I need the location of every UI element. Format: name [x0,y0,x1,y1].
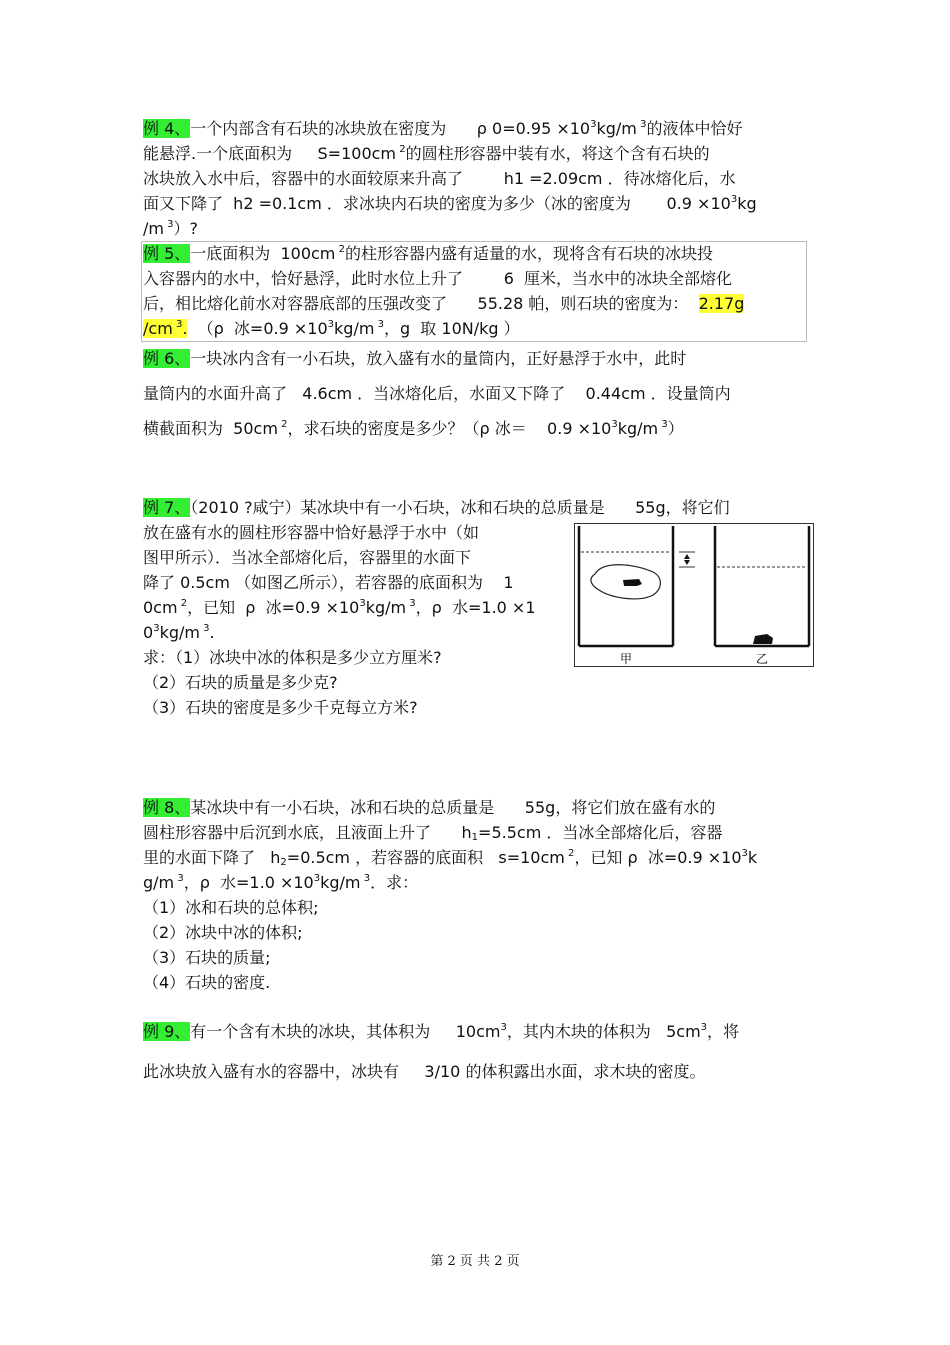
ex8-line-2: 圆柱形容器中后沉到水底，且液面上升了 $h_1=5.5cm$ ．当冰全部熔化后，容器 [143,823,723,843]
ex6-tag: 例 6、 [143,349,191,368]
ex7-tag: 例 7、 [143,498,191,517]
ex4-line-2: 能悬浮.一个底面积为 S=100cm $^2$的圆柱形容器中装有水，将这个含有石块的 [143,144,710,163]
label-b: 乙 [755,652,769,666]
ex8-question-3: （3）石块的质量; [143,948,271,967]
ex7-line-5: 0cm $^2$，已知 ρ 冰$=0.9 \times 10^3kg/m$ $^3$，ρ 水=1.0 ×1 [143,598,536,617]
ex5-line-2: 入容器内的水中，恰好悬浮，此时水位上升了 6 厘米，当水中的冰块全部熔化 [143,269,733,288]
ex7-line-6: $0^3kg/m$ $^3$. [143,623,215,642]
ex6-line-3: 横截面积为 50cm $^2$，求石块的密度是多少？（ρ 冰＝ $0.9 \times 10^3kg/m$ $^3$） [143,419,684,438]
ex5-answer-highlight: 2.17g [698,294,745,313]
stone-in-ice [623,579,642,586]
ex8-question-4: （4）石块的密度. [143,973,271,992]
ex9-line-1: 例 9、有一个含有木块的冰块，其体积为 $10cm^3$，其内木块的体积为 $5cm^3$，将 [143,1022,740,1041]
ex8-line-4: g/m $^3$，ρ 水$=1.0 \times 10^3kg/m$ $^3$．求： [143,873,419,892]
ex7-question-2: （2）石块的质量是多少克? [143,673,338,692]
ex8-line-1: 例 8、某冰块中有一小石块，冰和石块的总质量是 55g，将它们放在盛有水的 [143,798,716,817]
ex5-answer-unit: /cm $^3$. [143,319,188,338]
beaker-a [579,526,673,646]
ex6-line-2: 量筒内的水面升高了 4.6cm ．当冰熔化后，水面又下降了 0.44cm ．设量筒内 [143,384,731,403]
ex7-line-1: 例 7、（2010 ?咸宁）某冰块中有一小石块，冰和石块的总质量是 55g，将它们 [143,498,730,517]
ex7-question-1: 求：（1）冰块中冰的体积是多少立方厘米? [143,648,442,667]
ex5-line-4: /cm $^3$. （ρ 冰$=0.9 \times 10^3kg/m$ $^3$，g 取 10N/kg ） [143,319,520,338]
height-marker [679,552,695,567]
ex8-tag: 例 8、 [143,798,191,817]
page-footer: 第 2 页 共 2 页 [430,1254,520,1269]
ex5-line-1: 例 5、一底面积为 100cm $^2$的柱形容器内盛有适量的水，现将含有石块的冰块投 [143,244,713,263]
ex9-line-2: 此冰块放入盛有水的容器中，冰块有 3/10 的体积露出水面，求木块的密度。 [143,1062,706,1081]
ex4-line-5: /m $^3$）? [143,219,199,238]
ex8-line-3: 里的水面下降了 $h_2=0.5cm$ ，若容器的底面积 s=10cm $^2$，已知 ρ 冰$=0.9 \times 10^3k$ [143,848,758,868]
beaker-b [715,526,809,646]
stone-at-bottom [753,634,773,644]
ex7-line-2: 放在盛有水的圆柱形容器中恰好悬浮于水中（如 [143,523,480,542]
beakers-diagram [575,524,813,666]
ex9-tag: 例 9、 [143,1022,191,1041]
ex7-line-4: 降了 0.5cm （如图乙所示），若容器的底面积为 1 [143,573,514,592]
ex7-figure [574,523,814,667]
ex8-question-2: （2）冰块中冰的体积; [143,923,303,942]
label-a: 甲 [619,652,633,666]
ex7-line-3: 图甲所示）．当冰全部熔化后，容器里的水面下 [143,548,472,567]
ex4-line-4: 面又下降了 h2 =0.1cm ．求冰块内石块的密度为多少（冰的密度为 $0.9 \times 10^3kg$ [143,194,757,213]
ex4-line-3: 冰块放入水中后，容器中的水面较原来升高了 h1 =2.09cm ．待冰熔化后，水 [143,169,736,188]
ex7-question-3: （3）石块的密度是多少千克每立方米? [143,698,418,717]
ex4-line-1: 例 4、一个内部含有石块的冰块放在密度为 ρ $0=0.95 \times 10^3kg/m$ $^3$的液体中恰好 [143,119,743,138]
ex8-question-1: （1）冰和石块的总体积; [143,898,319,917]
ex4-tag: 例 4、 [143,119,191,138]
ex6-line-1: 例 6、一块冰内含有一小石块，放入盛有水的量筒内，正好悬浮于水中，此时 [143,349,687,368]
ex5-line-3: 后，相比熔化前水对容器底部的压强改变了 55.28 帕，则石块的密度为： 2.17g [143,294,745,313]
ex5-tag: 例 5、 [143,244,191,263]
